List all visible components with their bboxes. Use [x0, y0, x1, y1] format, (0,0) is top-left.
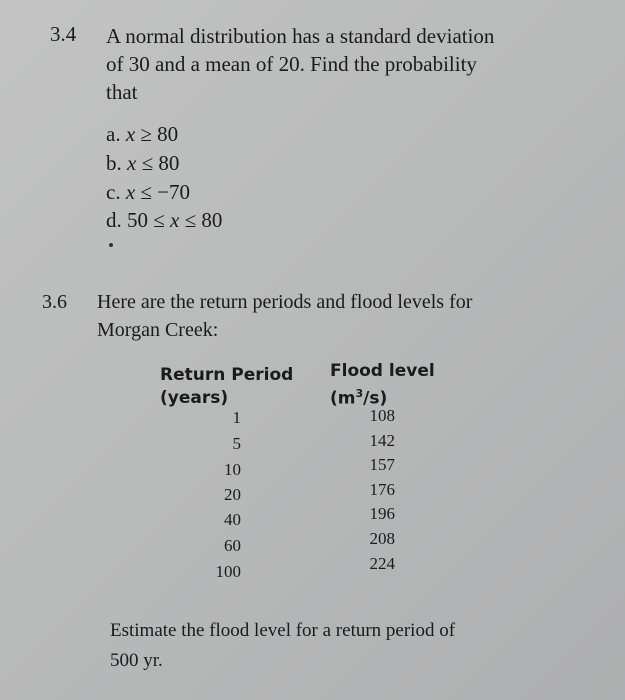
col-return-period-header-line2: (years) [160, 388, 229, 408]
option-d-variable: x [170, 208, 180, 232]
problem-3-4-text-line3: that [106, 80, 138, 104]
col-flood-level-header-line1: Flood level [330, 361, 435, 381]
problem-3-6-number: 3.6 [42, 291, 67, 313]
table-cell-flood-level: 142 [369, 431, 395, 450]
option-c-label: c. [106, 180, 121, 204]
question-line2: 500 yr. [110, 650, 163, 671]
option-c-relation: ≤ −70 [140, 180, 191, 204]
option-d-label: d. [106, 208, 122, 232]
option-c-variable: x [125, 180, 136, 204]
option-a-label: a. [106, 122, 121, 146]
table-cell-return-period: 40 [224, 510, 241, 529]
unit-exponent: 3 [355, 387, 364, 400]
option-a [106, 122, 178, 147]
unit-base: (m [330, 388, 356, 409]
table-cell-return-period: 100 [215, 562, 241, 581]
table-cell-return-period: 10 [224, 460, 241, 479]
option-a-relation: ≥ 80 [140, 122, 179, 146]
option-d-relation: ≤ 80 [184, 208, 223, 232]
bullet-mark [109, 243, 113, 247]
table-cell-flood-level: 224 [369, 554, 395, 573]
option-d-prefix: 50 ≤ [127, 208, 165, 232]
option-b-variable: x [127, 151, 137, 175]
col-return-period-header-line1: Return Period [160, 365, 294, 385]
problem-3-4-text-line1: A normal distribution has a standard deviation [106, 24, 495, 48]
table-cell-flood-level: 108 [369, 406, 395, 425]
table-cell-return-period: 1 [232, 408, 241, 427]
problem-3-6-text-line2: Morgan Creek: [97, 319, 219, 341]
option-c [106, 180, 190, 205]
unit-end: /s) [363, 388, 388, 409]
table-cell-return-period: 60 [224, 536, 241, 555]
table-cell-flood-level: 157 [369, 455, 395, 474]
table-cell-return-period: 5 [232, 434, 241, 453]
option-b-label: b. [106, 151, 122, 175]
question-line1: Estimate the flood level for a return period of [110, 620, 456, 641]
table-cell-flood-level: 208 [369, 529, 395, 548]
option-d [106, 208, 222, 233]
table-cell-flood-level: 176 [369, 480, 395, 499]
option-b [106, 151, 179, 176]
problem-3-6-text-line1: Here are the return periods and flood levels for [97, 291, 473, 313]
table-cell-flood-level: 196 [369, 504, 395, 523]
problem-3-4-text-line2: of 30 and a mean of 20. Find the probability [106, 52, 477, 76]
problem-3-4-number: 3.4 [50, 22, 77, 46]
table-cell-return-period: 20 [224, 485, 241, 504]
option-a-variable: x [125, 122, 136, 146]
option-b-relation: ≤ 80 [141, 151, 180, 175]
